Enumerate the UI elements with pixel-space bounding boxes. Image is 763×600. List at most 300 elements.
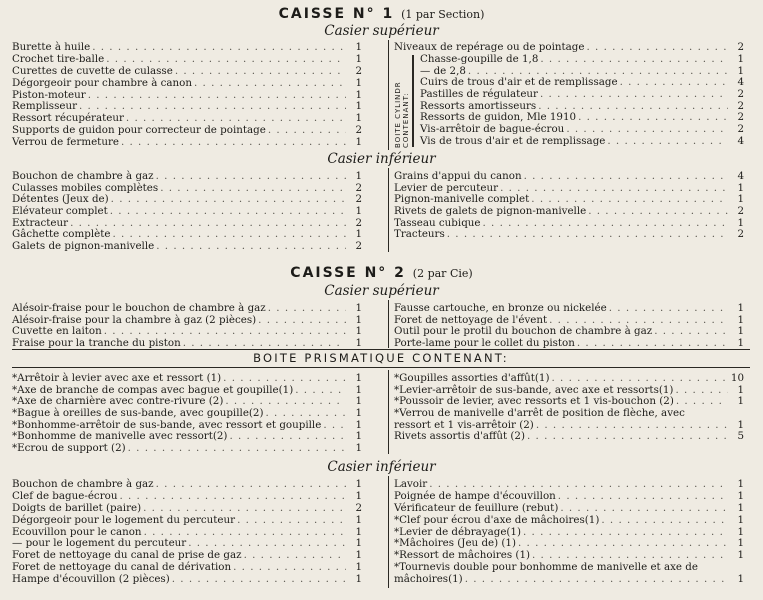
leader-dots (92, 41, 346, 53)
item-label: *Goupilles assorties d'affût(1) (394, 372, 550, 384)
item-quantity: 1 (355, 478, 362, 490)
item-quantity: 1 (737, 336, 744, 349)
list-item (394, 325, 744, 337)
item-quantity: 1 (737, 418, 744, 431)
leader-dots (468, 65, 728, 77)
item-label: Culasses mobiles complètes (12, 181, 159, 194)
item-quantity: 1 (355, 313, 362, 326)
leader-dots (586, 41, 728, 53)
list-item (394, 407, 744, 419)
leader-dots (538, 100, 728, 112)
leader-dots (244, 549, 346, 561)
item-label: Bouchon de chambre à gaz (12, 478, 154, 490)
leader-dots (223, 372, 346, 384)
item-label: Alésoir-fraise pour le bouchon de chambre à gaz (12, 302, 266, 314)
caisse-1-casier-inferieur-heading: Casier inférieur (327, 151, 436, 167)
item-label: Piston-moteur (12, 88, 86, 101)
list-item (12, 526, 362, 538)
list-item (420, 111, 744, 123)
leader-dots (156, 478, 346, 490)
list-item (394, 41, 744, 53)
leader-dots (119, 490, 346, 502)
leader-dots (104, 325, 346, 337)
item-quantity: 10 (730, 372, 744, 384)
item-label: Rivets de galets de pignon-manivelle (394, 205, 587, 218)
leader-dots (323, 419, 346, 431)
caisse-2-inf-left-list (12, 478, 362, 585)
caisse-2-subtitle: (2 par Cie) (412, 267, 473, 280)
item-label: Hampe d'écouvillon (2 pièces) (12, 573, 170, 586)
item-label: — pour le logement du percuteur (12, 537, 187, 550)
leader-dots (233, 561, 346, 573)
leader-dots (577, 337, 728, 349)
item-label: *Axe de charnière avec contre-rivure (2) (12, 395, 224, 408)
leader-dots (128, 442, 346, 454)
item-label: Ressorts amortisseurs (420, 99, 537, 112)
item-quantity: 5 (737, 430, 744, 443)
item-label: Porte-lame pour le collet du piston (394, 336, 575, 349)
item-quantity: 1 (355, 513, 362, 526)
item-label: Pastilles de régulateur (420, 88, 538, 101)
item-quantity: 1 (737, 573, 744, 586)
item-label: Poignée de hampe d'écouvillon (394, 489, 556, 502)
item-quantity: 1 (737, 489, 744, 502)
list-item (394, 502, 744, 514)
item-label: Rivets assortis d'affût (2) (394, 430, 525, 443)
boite-bottom-rule (12, 367, 750, 368)
item-label: Foret de nettoyage du canal de dérivation (12, 561, 232, 574)
item-quantity: 2 (737, 41, 744, 53)
caisse-1-subtitle: (1 par Section) (401, 8, 485, 21)
item-quantity: 1 (737, 395, 744, 408)
leader-dots (183, 337, 346, 349)
leader-dots (500, 182, 728, 194)
list-item (12, 41, 362, 53)
item-quantity: 1 (355, 383, 362, 396)
leader-dots (79, 100, 346, 112)
item-quantity: 1 (355, 228, 362, 241)
item-label: Lavoir (394, 478, 428, 490)
item-label: *Tournevis double pour bonhomme de manivelle et axe de (394, 561, 698, 574)
leader-dots (160, 182, 346, 194)
leader-dots (106, 53, 346, 65)
item-label: Burette à huile (12, 41, 91, 53)
list-item (394, 537, 744, 549)
item-label: Alésoir-fraise pour la chambre à gaz (2 pièces) (12, 313, 257, 326)
list-item (12, 549, 362, 561)
list-item (394, 193, 744, 205)
list-item (394, 302, 744, 314)
leader-dots (172, 573, 346, 585)
item-quantity: 1 (737, 549, 744, 562)
leader-dots (465, 573, 728, 585)
list-item (12, 100, 362, 112)
item-label: *Axe de branche de compas avec bague et goupille(1) (12, 383, 294, 396)
item-quantity: 2 (355, 501, 362, 514)
item-label: Vérificateur de feuillure (rebut) (394, 501, 559, 514)
item-quantity: 1 (737, 501, 744, 514)
item-label: *Levier-arrêtoir de sus-bande, avec axe et ressorts(1) (394, 383, 674, 396)
item-quantity: 2 (355, 216, 362, 229)
leader-dots (483, 217, 728, 229)
leader-dots (110, 205, 346, 217)
leader-dots (258, 314, 346, 326)
leader-dots (121, 136, 346, 148)
leader-dots (88, 89, 346, 101)
caisse-2-casier-superieur-heading: Casier supérieur (324, 283, 439, 299)
list-item (12, 514, 362, 526)
item-label: Fraise pour la tranche du piston (12, 336, 181, 349)
boite-bracket (412, 55, 414, 147)
leader-dots (229, 430, 346, 442)
leader-dots (295, 384, 346, 396)
item-quantity: 1 (737, 64, 744, 77)
item-label: Crochet tire-balle (12, 52, 105, 65)
item-quantity: 1 (355, 395, 362, 408)
caisse-2-inf-right-list (394, 478, 744, 585)
item-quantity: 1 (355, 561, 362, 574)
list-item (12, 182, 362, 194)
caisse-2-boite-right-list (394, 372, 744, 442)
item-quantity: 1 (737, 383, 744, 396)
list-item (12, 573, 362, 585)
leader-dots (523, 526, 728, 538)
list-item (420, 76, 744, 88)
caisse-2-title-text: CAISSE N° 2 (290, 265, 406, 281)
item-quantity: 1 (355, 407, 362, 420)
leader-dots (675, 384, 728, 396)
leader-dots (531, 193, 728, 205)
leader-dots (518, 537, 728, 549)
list-item (12, 89, 362, 101)
caisse-2-casier-inferieur-heading: Casier inférieur (327, 459, 436, 475)
leader-dots (540, 53, 728, 65)
item-quantity: 2 (355, 124, 362, 137)
item-quantity: 1 (737, 53, 744, 65)
leader-dots (175, 65, 346, 77)
item-quantity: 2 (737, 99, 744, 112)
caisse-2-title (0, 265, 763, 281)
item-label: Supports de guidon pour correcteur de pointage (12, 124, 266, 137)
list-item (12, 407, 362, 419)
item-quantity: 1 (355, 100, 362, 113)
list-item (394, 430, 744, 442)
item-label: Ressort récupérateur (12, 112, 124, 125)
list-item (420, 135, 744, 147)
leader-dots (578, 111, 728, 123)
list-item (394, 395, 744, 407)
list-item (394, 314, 744, 326)
boite-prismatique-heading: BOITE PRISMATIQUE CONTENANT: (253, 351, 509, 365)
leader-dots (609, 302, 728, 314)
caisse-2-sup-left-list (12, 302, 362, 348)
item-quantity: 1 (737, 537, 744, 550)
list-item (12, 430, 362, 442)
list-item (394, 561, 744, 573)
list-item (12, 228, 362, 240)
item-label: Vis-arrêtoir de bague-écrou (420, 123, 565, 136)
list-item (394, 205, 744, 217)
item-label: Levier de percuteur (394, 181, 499, 194)
column-divider (388, 476, 389, 588)
list-item (12, 561, 362, 573)
list-item (394, 490, 744, 502)
list-item (394, 384, 744, 396)
item-label: Vis de trous d'air et de remplissage (420, 134, 606, 147)
item-quantity: 1 (355, 418, 362, 431)
item-label: *Levier de débrayage(1) (394, 525, 522, 538)
item-quantity: 4 (737, 76, 744, 89)
item-label: *Poussoir de levier, avec ressorts et 1 vis-bouchon (2) (394, 395, 674, 408)
list-item (12, 395, 362, 407)
list-item (420, 100, 744, 112)
list-item (12, 419, 362, 431)
caisse-1-inf-right-list (394, 170, 744, 240)
item-quantity: 4 (737, 134, 744, 147)
item-label: *Bonhomme-arrêtoir de sus-bande, avec ressort et goupille (12, 418, 322, 431)
column-divider (388, 168, 389, 252)
item-quantity: 2 (737, 88, 744, 101)
list-item (12, 325, 362, 337)
list-item (420, 123, 744, 135)
item-label: Tracteurs (394, 228, 445, 241)
column-divider (388, 300, 389, 348)
list-item (420, 88, 744, 100)
list-item (12, 337, 362, 349)
item-label: Gâchette complète (12, 228, 111, 241)
item-quantity: 1 (355, 41, 362, 53)
item-label: Elévateur complet (12, 205, 108, 218)
item-label: *Bonhomme de manivelle avec ressort(2) (12, 430, 228, 443)
column-divider (388, 370, 389, 454)
list-item (394, 170, 744, 182)
item-quantity: 1 (355, 76, 362, 89)
item-label: Outil pour le protil du bouchon de chambre à gaz (394, 325, 653, 337)
list-item (394, 419, 744, 431)
item-quantity: 1 (737, 181, 744, 194)
leader-dots (549, 314, 728, 326)
leader-dots (237, 514, 346, 526)
leader-dots (188, 537, 346, 549)
item-label: Ressorts de guidon, Mle 1910 (420, 111, 577, 124)
item-label: Ecouvillon pour le canon (12, 525, 142, 538)
leader-dots (558, 490, 728, 502)
item-quantity: 4 (737, 170, 744, 182)
item-label: Niveaux de repérage ou de pointage (394, 41, 585, 53)
leader-dots (551, 372, 728, 384)
leader-dots (566, 123, 728, 135)
item-label: Cuvette en laiton (12, 325, 102, 337)
item-quantity: 1 (355, 430, 362, 443)
column-divider (388, 40, 389, 150)
item-label: *Verrou de manivelle d'arrêt de position de flèche, avec (394, 407, 685, 420)
leader-dots (607, 135, 728, 147)
item-label: — de 2,8 (420, 64, 466, 77)
leader-dots (143, 502, 346, 514)
item-quantity: 2 (355, 64, 362, 77)
item-quantity: 2 (737, 111, 744, 124)
list-item (12, 372, 362, 384)
item-quantity: 1 (737, 193, 744, 206)
item-quantity: 1 (355, 537, 362, 550)
list-item (12, 537, 362, 549)
item-quantity: 1 (355, 525, 362, 538)
list-item (394, 217, 744, 229)
item-label: *Ecrou de support (2) (12, 442, 126, 455)
item-label: Verrou de fermeture (12, 136, 119, 149)
list-item (394, 526, 744, 538)
list-item (12, 65, 362, 77)
list-item (12, 112, 362, 124)
list-item (12, 502, 362, 514)
leader-dots (676, 395, 728, 407)
item-label: mâchoires(1) (394, 573, 463, 586)
boite-top-rule (12, 349, 750, 350)
item-label: Cuirs de trous d'air et de remplissage (420, 76, 618, 89)
item-quantity: 1 (355, 88, 362, 101)
list-item (394, 514, 744, 526)
list-item (12, 193, 362, 205)
caisse-1-casier-superieur-heading: Casier supérieur (324, 23, 439, 39)
leader-dots (524, 170, 728, 182)
list-item (394, 337, 744, 349)
item-quantity: 1 (355, 442, 362, 455)
caisse-1-inf-left-list (12, 170, 362, 252)
item-quantity: 1 (355, 112, 362, 125)
item-quantity: 2 (737, 123, 744, 136)
list-item (420, 65, 744, 77)
leader-dots (527, 430, 728, 442)
list-item (12, 490, 362, 502)
item-label: Détentes (Jeux de) (12, 193, 109, 206)
leader-dots (268, 302, 346, 314)
item-quantity: 1 (737, 302, 744, 314)
item-quantity: 1 (355, 336, 362, 349)
item-label: Extracteur (12, 216, 69, 229)
caisse-1-sup-left-list (12, 41, 362, 148)
item-quantity: 1 (737, 525, 744, 538)
item-quantity: 2 (355, 181, 362, 194)
item-label: Tasseau cubique (394, 216, 481, 229)
list-item (12, 170, 362, 182)
item-label: Foret de nettoyage du canal de prise de gaz (12, 549, 242, 562)
list-item (12, 77, 362, 89)
item-label: Pignon-manivelle complet (394, 193, 530, 206)
leader-dots (560, 502, 728, 514)
item-quantity: 1 (355, 489, 362, 502)
caisse-1-title (0, 6, 763, 22)
item-quantity: 1 (355, 372, 362, 384)
item-quantity: 1 (737, 325, 744, 337)
list-item (12, 314, 362, 326)
item-quantity: 1 (355, 170, 362, 182)
item-label: *Arrêtoir à levier avec axe et ressort (1) (12, 372, 222, 384)
item-label: Bouchon de chambre à gaz (12, 170, 154, 182)
item-label: Dégorgeoir pour le logement du percuteur (12, 513, 236, 526)
list-item (12, 53, 362, 65)
caisse-1-sup-right-top (394, 41, 744, 53)
leader-dots (532, 549, 728, 561)
list-item (394, 573, 744, 585)
caisse-1-sup-right-list (420, 53, 744, 147)
leader-dots (540, 88, 728, 100)
item-label: Grains d'appui du canon (394, 170, 522, 182)
item-quantity: 1 (355, 549, 362, 562)
item-label: Foret de nettoyage de l'évent (394, 313, 548, 326)
leader-dots (144, 526, 346, 538)
leader-dots (225, 395, 346, 407)
item-label: Galets de pignon-manivelle (12, 240, 155, 253)
leader-dots (620, 76, 728, 88)
leader-dots (112, 228, 346, 240)
item-label: *Clef pour écrou d'axe de mâchoires(1) (394, 513, 600, 526)
item-quantity: 1 (737, 478, 744, 490)
item-quantity: 2 (355, 193, 362, 206)
item-label: ressort et 1 vis-arrêtoir (2) (394, 418, 534, 431)
item-quantity: 1 (355, 52, 362, 65)
leader-dots (654, 325, 728, 337)
leader-dots (536, 419, 728, 431)
item-label: Curettes de cuvette de culasse (12, 64, 173, 77)
item-label: *Ressort de mâchoires (1) (394, 549, 531, 562)
item-label: Fausse cartouche, en bronze ou nickelée (394, 302, 607, 314)
item-label: Clef de bague-écrou (12, 489, 118, 502)
item-quantity: 1 (737, 513, 744, 526)
leader-dots (588, 205, 728, 217)
item-label: Doigts de barillet (paire) (12, 501, 142, 514)
leader-dots (268, 124, 346, 136)
item-label: *Mâchoires (Jeu de) (1) (394, 537, 516, 550)
caisse-2-sup-right-list (394, 302, 744, 348)
leader-dots (156, 170, 346, 182)
leader-dots (156, 240, 346, 252)
item-quantity: 1 (355, 205, 362, 218)
leader-dots (429, 478, 728, 490)
list-item (12, 124, 362, 136)
list-item (12, 136, 362, 148)
list-item (394, 228, 744, 240)
item-quantity: 1 (355, 573, 362, 586)
list-item (12, 205, 362, 217)
list-item (12, 478, 362, 490)
list-item (394, 182, 744, 194)
caisse-1-title-text: CAISSE N° 1 (278, 6, 395, 22)
item-quantity: 1 (355, 302, 362, 314)
caisse-2-boite-left-list (12, 372, 362, 454)
item-label: Chasse-goupille de 1,8 (420, 53, 539, 65)
item-label: Dégorgeoir pour chambre à canon (12, 76, 193, 89)
list-item (394, 372, 744, 384)
item-quantity: 1 (737, 216, 744, 229)
leader-dots (111, 193, 346, 205)
item-quantity: 2 (737, 205, 744, 218)
list-item (12, 240, 362, 252)
item-quantity: 1 (355, 136, 362, 149)
item-label: Remplisseur (12, 100, 78, 113)
item-quantity: 2 (737, 228, 744, 241)
list-item (420, 53, 744, 65)
boite-cylindrique-label: BOITE CYLINDR CONTENANT: (394, 81, 410, 148)
leader-dots (126, 112, 346, 124)
list-item (394, 478, 744, 490)
leader-dots (266, 407, 347, 419)
item-quantity: 1 (355, 325, 362, 337)
list-item (12, 442, 362, 454)
leader-dots (70, 217, 346, 229)
list-item (12, 384, 362, 396)
list-item (12, 302, 362, 314)
list-item (394, 549, 744, 561)
